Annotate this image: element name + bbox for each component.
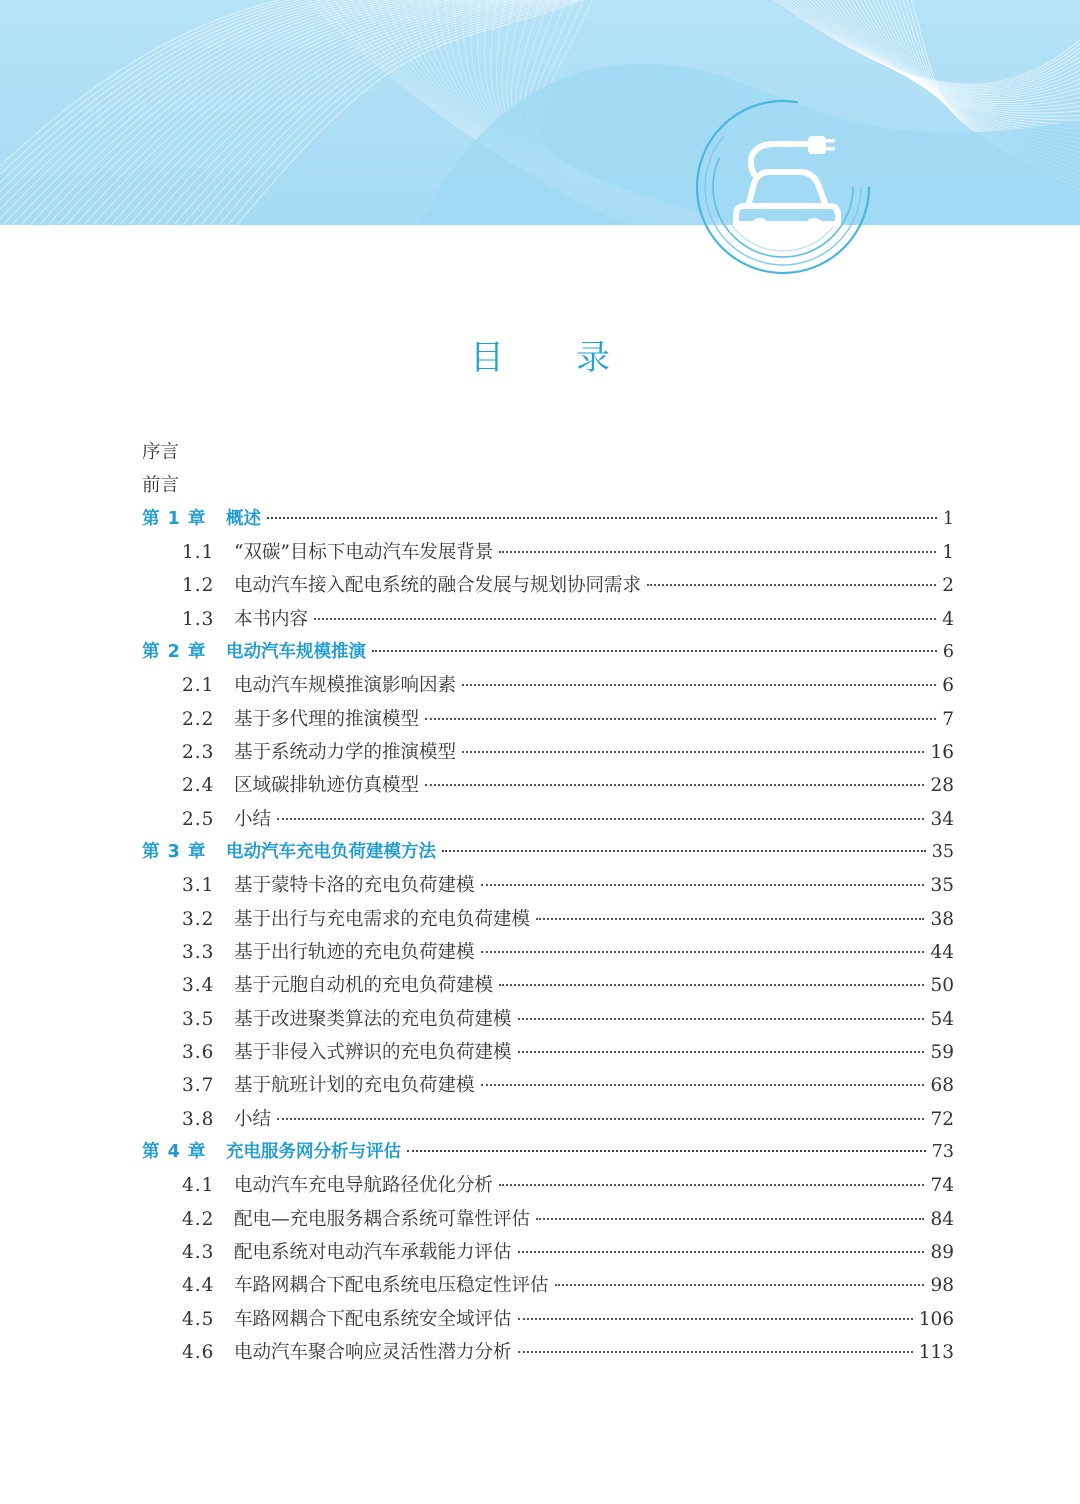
dot-leader [518,1050,925,1053]
toc-section-row[interactable] [142,1069,954,1102]
toc-entry-number: 4.4 [182,1275,215,1297]
toc-entry-number: 3.3 [182,941,215,963]
toc-entry-number: 3.2 [182,908,215,930]
toc-entry-title: 电动汽车规模推演 [226,641,366,662]
toc-entry-title: 电动汽车接入配电系统的融合发展与规划协同需求 [234,575,642,597]
toc-entry-title: 基于多代理的推演模型 [234,708,420,730]
dot-leader [518,1317,913,1320]
page-title [0,330,1080,379]
toc-entry-title: 电动汽车聚合响应灵活性潜力分析 [234,1341,512,1363]
toc-page-number: 84 [930,1208,954,1230]
dot-leader [442,849,926,852]
dot-leader [647,583,936,586]
dot-leader [277,1117,924,1120]
toc-section-row[interactable] [142,1036,954,1069]
toc-section-row[interactable] [142,1336,954,1369]
toc-page-number: 38 [930,908,954,930]
toc-entry-title: 基于系统动力学的推演模型 [234,741,457,763]
toc-entry-title: 基于航班计划的充电负荷建模 [234,1075,475,1097]
dot-leader [372,649,937,652]
toc-entry-title: “双碳”目标下电动汽车发展背景 [234,541,494,563]
toc-entry-number: 第 1 章 [142,508,207,529]
toc-entry-number: 2.4 [182,775,215,797]
header-banner [0,0,1080,225]
toc-entry-number: 3.1 [182,875,215,897]
toc-page-number: 16 [930,741,954,763]
dot-leader [518,1350,913,1353]
toc-front-matter-item[interactable] [142,436,954,469]
toc-section-row[interactable] [142,669,954,702]
toc-entry-title: 充电服务网分析与评估 [226,1141,401,1162]
toc-section-row[interactable] [142,1003,954,1036]
toc-chapter-row[interactable] [142,636,954,669]
toc-entry-title: 基于蒙特卡洛的充电负荷建模 [234,875,475,897]
toc-page-number: 35 [931,841,954,862]
toc-entry-number: 3.7 [182,1075,215,1097]
toc-page-number: 28 [930,775,954,797]
toc-entry-number: 4.2 [182,1208,215,1230]
dot-leader [499,1183,924,1186]
toc-section-row[interactable] [142,536,954,569]
toc-page-number: 4 [942,608,954,630]
dot-leader [462,750,924,753]
toc-section-row[interactable] [142,903,954,936]
toc-entry-number: 4.6 [182,1341,215,1363]
toc-entry-number: 2.1 [182,675,215,697]
toc-entry-number: 3.6 [182,1041,215,1063]
toc-page-number: 2 [942,575,954,597]
toc-page-number: 113 [918,1341,954,1363]
banner-wave-pattern [0,0,1080,225]
toc-entry-title: 区域碳排轨迹仿真模型 [234,775,420,797]
dot-leader [425,717,936,720]
toc-section-row[interactable] [142,603,954,636]
dot-leader [277,817,924,820]
toc-entry-title: 基于元胞自动机的充电负荷建模 [234,975,494,997]
toc-entry-title: 配电系统对电动汽车承载能力评估 [234,1241,512,1263]
title-char-2: 录 [576,338,610,378]
toc-front-matter-item[interactable] [142,469,954,502]
dot-leader [499,983,924,986]
dot-leader [462,683,936,686]
dot-leader [314,617,936,620]
toc-page-number: 98 [930,1275,954,1297]
toc-entry-number: 4.5 [182,1308,215,1330]
dot-leader [481,950,925,953]
toc-entry-title: 前言 [142,475,180,497]
toc-section-row[interactable] [142,969,954,1002]
toc-section-row[interactable] [142,769,954,802]
toc-entry-title: 配电—充电服务耦合系统可靠性评估 [234,1208,531,1230]
toc-entry-title: 概述 [226,508,261,529]
dot-leader [481,883,925,886]
toc-entry-title: 基于出行轨迹的充电负荷建模 [234,941,475,963]
dot-leader [481,1083,925,1086]
toc-entry-title: 电动汽车充电负荷建模方法 [226,841,436,862]
toc-entry-title: 基于改进聚类算法的充电负荷建模 [234,1008,512,1030]
toc-entry-number: 3.4 [182,975,215,997]
toc-page-number: 72 [930,1108,954,1130]
toc-entry-number: 第 4 章 [142,1141,207,1162]
toc-entry-title: 序言 [142,442,180,463]
toc-entry-title: 本书内容 [234,608,309,630]
toc-section-row[interactable] [142,1203,954,1236]
toc-page-number: 89 [930,1241,954,1263]
toc-page-number: 59 [930,1041,954,1063]
table-of-contents [142,436,954,1369]
toc-section-row[interactable] [142,1103,954,1136]
toc-page-number: 6 [942,641,954,662]
toc-section-row[interactable] [142,1269,954,1302]
toc-entry-title: 基于非侵入式辨识的充电负荷建模 [234,1041,512,1063]
toc-entry-title: 电动汽车充电导航路径优化分析 [234,1175,494,1197]
dot-leader [518,1250,925,1253]
toc-entry-number: 2.2 [182,708,215,730]
toc-entry-number: 1.1 [182,541,215,563]
toc-section-row[interactable] [142,1303,954,1336]
ev-charging-car-icon [688,92,878,282]
toc-section-row[interactable] [142,869,954,902]
toc-page-number: 50 [930,975,954,997]
dot-leader [425,783,924,786]
toc-page-number: 1 [942,508,954,529]
toc-page-number: 106 [918,1308,954,1330]
toc-entry-number: 第 2 章 [142,641,207,662]
toc-page-number: 6 [942,675,954,697]
toc-section-row[interactable] [142,1169,954,1202]
toc-page-number: 44 [930,941,954,963]
toc-entry-number: 2.5 [182,808,215,830]
toc-entry-number: 3.5 [182,1008,215,1030]
toc-entry-title: 基于出行与充电需求的充电负荷建模 [234,908,531,930]
dot-leader [267,516,937,519]
toc-page-number: 74 [930,1175,954,1197]
dot-leader [536,1217,924,1220]
toc-page-number: 1 [942,541,954,563]
toc-chapter-row[interactable] [142,503,954,536]
dot-leader [518,1017,925,1020]
toc-entry-number: 3.8 [182,1108,215,1130]
dot-leader [555,1283,925,1286]
toc-entry-title: 小结 [234,808,272,830]
toc-page-number: 34 [930,808,954,830]
toc-entry-number: 2.3 [182,741,215,763]
toc-section-row[interactable] [142,569,954,602]
toc-page-number: 73 [931,1141,954,1162]
toc-entry-title: 车路网耦合下配电系统安全域评估 [234,1308,512,1330]
toc-chapter-row[interactable] [142,1136,954,1169]
dot-leader [536,917,924,920]
toc-entry-number: 1.2 [182,575,215,597]
toc-page-number: 54 [930,1008,954,1030]
toc-section-row[interactable] [142,736,954,769]
toc-chapter-row[interactable] [142,836,954,869]
toc-entry-number: 1.3 [182,608,215,630]
toc-entry-title: 小结 [234,1108,272,1130]
dot-leader [407,1149,926,1152]
toc-page-number: 68 [930,1075,954,1097]
toc-entry-number: 4.3 [182,1241,215,1263]
toc-page-number: 35 [930,875,954,897]
toc-section-row[interactable] [142,936,954,969]
toc-entry-title: 电动汽车规模推演影响因素 [234,675,457,697]
toc-section-row[interactable] [142,1236,954,1269]
title-char-1: 目 [470,338,504,378]
toc-entry-number: 第 3 章 [142,841,207,862]
toc-section-row[interactable] [142,703,954,736]
dot-leader [499,550,936,553]
toc-section-row[interactable] [142,803,954,836]
toc-entry-title: 车路网耦合下配电系统电压稳定性评估 [234,1275,549,1297]
toc-page-number: 7 [942,708,954,730]
toc-entry-number: 4.1 [182,1175,215,1197]
